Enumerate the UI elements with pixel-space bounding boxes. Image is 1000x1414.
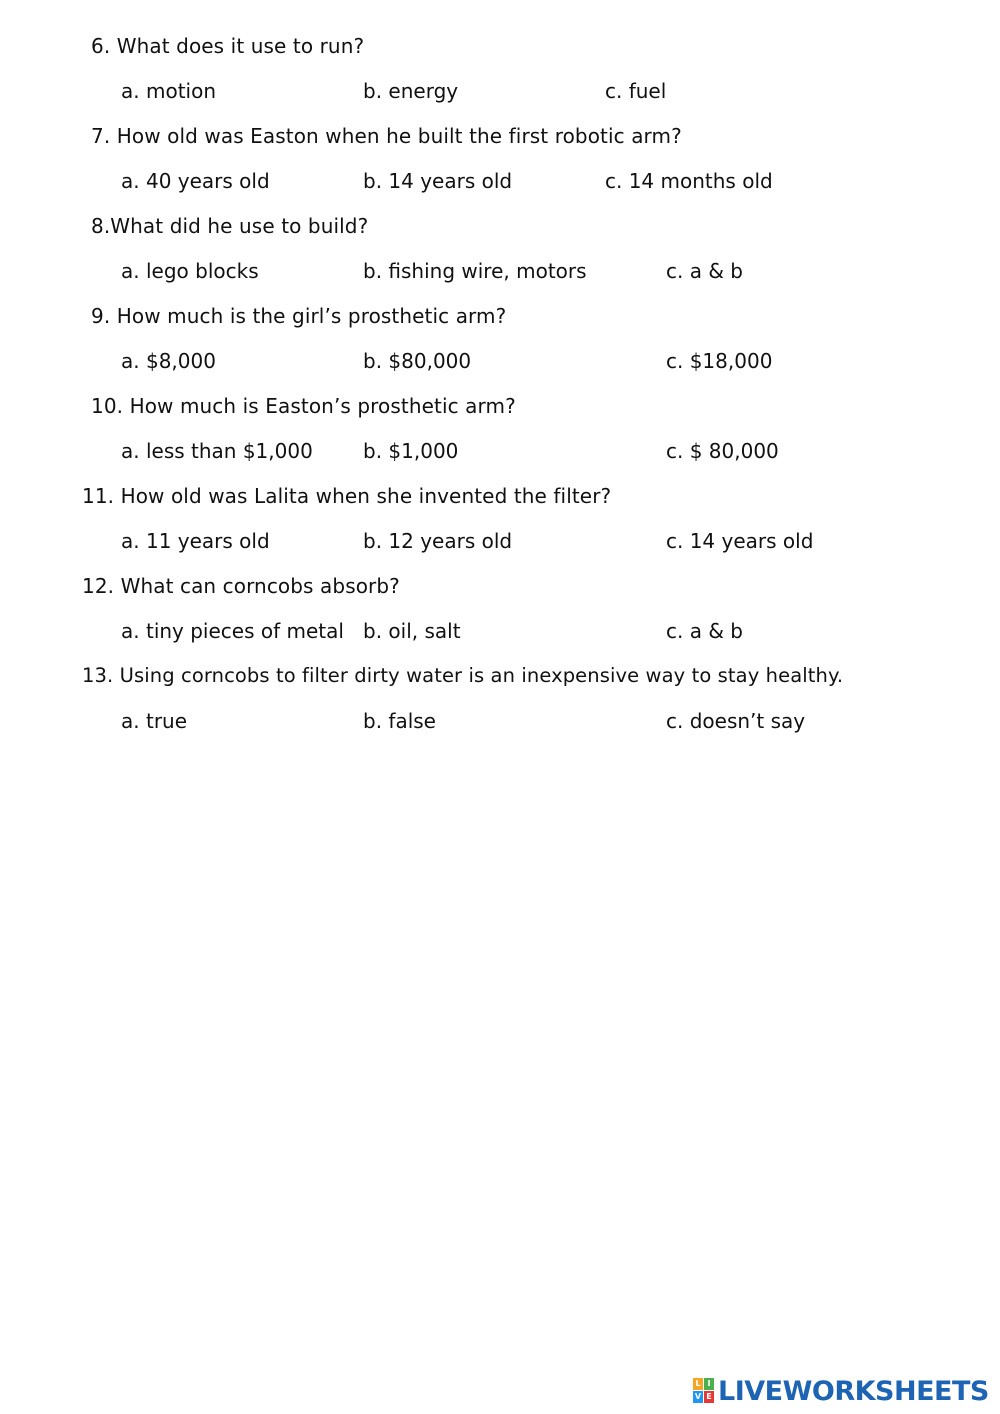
q7-option-b[interactable]: b. 14 years old bbox=[363, 169, 513, 193]
logo-mark-v: V bbox=[694, 1392, 702, 1401]
logo-mark-i: I bbox=[704, 1378, 714, 1390]
q9-option-b[interactable]: b. $80,000 bbox=[363, 349, 472, 373]
liveworksheets-logo bbox=[693, 1376, 989, 1406]
liveworksheets-logo-icon bbox=[693, 1378, 715, 1404]
q12-option-b[interactable]: b. oil, salt bbox=[363, 619, 461, 643]
q10-option-a[interactable]: a. less than $1,000 bbox=[121, 439, 313, 463]
q13-option-c[interactable]: c. doesn’t say bbox=[666, 709, 806, 733]
q6-option-b[interactable]: b. energy bbox=[363, 79, 459, 103]
q13-option-b[interactable]: b. false bbox=[363, 709, 436, 733]
q9-option-c[interactable]: c. $18,000 bbox=[666, 349, 773, 373]
question-13: 13. Using corncobs to filter dirty water is an inexpensive way to stay healthy. bbox=[82, 664, 844, 687]
q6-option-c[interactable]: c. fuel bbox=[605, 79, 667, 103]
q8-option-b[interactable]: b. fishing wire, motors bbox=[363, 259, 587, 283]
logo-text: LIVEWORKSHEETS bbox=[718, 1375, 989, 1407]
q11-option-c[interactable]: c. 14 years old bbox=[666, 529, 814, 553]
question-7: 7. How old was Easton when he built the first robotic arm? bbox=[91, 124, 682, 148]
q9-option-a[interactable]: a. $8,000 bbox=[121, 349, 216, 373]
q8-option-a[interactable]: a. lego blocks bbox=[121, 259, 259, 283]
q7-option-c[interactable]: c. 14 months old bbox=[605, 169, 773, 193]
q12-option-c[interactable]: c. a & b bbox=[666, 619, 743, 643]
question-10: 10. How much is Easton’s prosthetic arm? bbox=[91, 394, 516, 418]
q10-option-c[interactable]: c. $ 80,000 bbox=[666, 439, 779, 463]
q6-option-a[interactable]: a. motion bbox=[121, 79, 216, 103]
question-9: 9. How much is the girl’s prosthetic arm? bbox=[91, 304, 507, 328]
q11-option-a[interactable]: a. 11 years old bbox=[121, 529, 270, 553]
q10-option-b[interactable]: b. $1,000 bbox=[363, 439, 459, 463]
logo-mark-l: L bbox=[693, 1378, 703, 1390]
q7-option-a[interactable]: a. 40 years old bbox=[121, 169, 270, 193]
q11-option-b[interactable]: b. 12 years old bbox=[363, 529, 513, 553]
question-8: 8.What did he use to build? bbox=[91, 214, 369, 238]
question-12: 12. What can corncobs absorb? bbox=[82, 574, 400, 598]
q8-option-c[interactable]: c. a & b bbox=[666, 259, 743, 283]
question-11: 11. How old was Lalita when she invented the filter? bbox=[82, 484, 612, 508]
logo-mark-e: E bbox=[704, 1391, 714, 1403]
question-6: 6. What does it use to run? bbox=[91, 34, 365, 58]
q13-option-a[interactable]: a. true bbox=[121, 709, 188, 733]
q12-option-a[interactable]: a. tiny pieces of metal bbox=[121, 619, 344, 643]
